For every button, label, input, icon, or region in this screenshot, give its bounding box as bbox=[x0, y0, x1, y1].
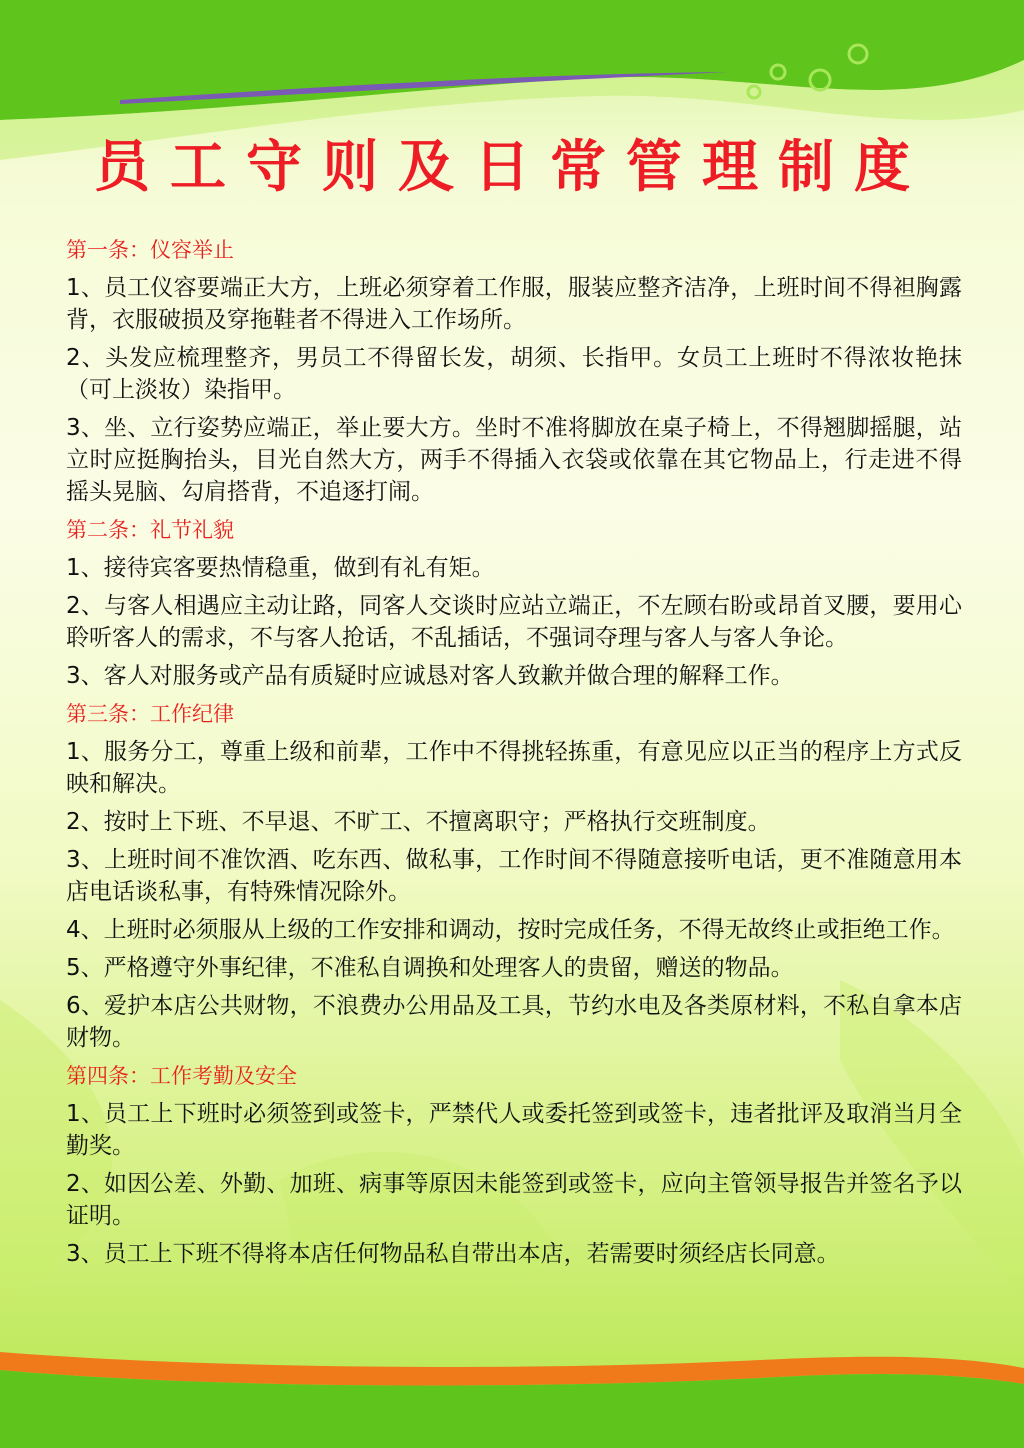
page-title: 员工守则及日常管理制度 bbox=[94, 135, 930, 200]
section-3 bbox=[66, 698, 962, 1054]
section-1 bbox=[66, 234, 962, 508]
rule-item: 1、员工仪容要端正大方，上班必须穿着工作服，服装应整齐洁净，上班时间不得袒胸露背，衣服破损及穿拖鞋者不得进入工作场所。 bbox=[66, 275, 962, 333]
rule-item: 2、与客人相遇应主动让路，同客人交谈时应站立端正，不左顾右盼或昂首叉腰，要用心聆听客人的需求，不与客人抢话，不乱插话，不强词夺理与客人与客人争论。 bbox=[66, 593, 962, 651]
rule-item: 1、员工上下班时必须签到或签卡，严禁代人或委托签到或签卡，违者批评及取消当月全勤奖。 bbox=[66, 1101, 962, 1159]
rule-item: 3、员工上下班不得将本店任何物品私自带出本店，若需要时须经店长同意。 bbox=[66, 1241, 840, 1267]
rule-item: 3、坐、立行姿势应端正，举止要大方。坐时不准将脚放在桌子椅上，不得翘脚摇腿，站立时应挺胸抬头，目光自然大方，两手不得插入衣袋或依靠在其它物品上，行走进不得摇头晃脑、勾肩搭背，不追逐打闹。 bbox=[66, 415, 962, 505]
section-2 bbox=[66, 514, 962, 692]
section-heading: 第三条：工作纪律 bbox=[66, 702, 234, 726]
rule-item: 2、头发应梳理整齐，男员工不得留长发，胡须、长指甲。女员工上班时不得浓妆艳抹（可上淡妆）染指甲。 bbox=[66, 345, 962, 403]
rule-item: 3、客人对服务或产品有质疑时应诚恳对客人致歉并做合理的解释工作。 bbox=[66, 663, 794, 689]
section-heading: 第一条：仪容举止 bbox=[66, 238, 234, 262]
rule-item: 2、按时上下班、不早退、不旷工、不擅离职守；严格执行交班制度。 bbox=[66, 809, 771, 835]
section-4 bbox=[66, 1060, 962, 1270]
rule-item: 5、严格遵守外事纪律，不准私自调换和处理客人的贵留，赠送的物品。 bbox=[66, 955, 794, 981]
rule-item: 1、服务分工，尊重上级和前辈，工作中不得挑轻拣重，有意见应以正当的程序上方式反映和解决。 bbox=[66, 739, 962, 797]
rule-item: 4、上班时必须服从上级的工作安排和调动，按时完成任务，不得无故终止或拒绝工作。 bbox=[66, 917, 955, 943]
section-heading: 第二条：礼节礼貌 bbox=[66, 518, 234, 542]
rule-item: 3、上班时间不准饮酒、吃东西、做私事，工作时间不得随意接听电话，更不准随意用本店电话谈私事，有特殊情况除外。 bbox=[66, 847, 962, 905]
section-heading: 第四条：工作考勤及安全 bbox=[66, 1064, 297, 1088]
rules-content bbox=[66, 234, 962, 1276]
rule-item: 6、爱护本店公共财物，不浪费办公用品及工具，节约水电及各类原材料，不私自拿本店财物。 bbox=[66, 993, 962, 1051]
rule-item: 1、接待宾客要热情稳重，做到有礼有矩。 bbox=[66, 555, 495, 581]
rule-item: 2、如因公差、外勤、加班、病事等原因未能签到或签卡，应向主管领导报告并签名予以证明。 bbox=[66, 1171, 962, 1229]
